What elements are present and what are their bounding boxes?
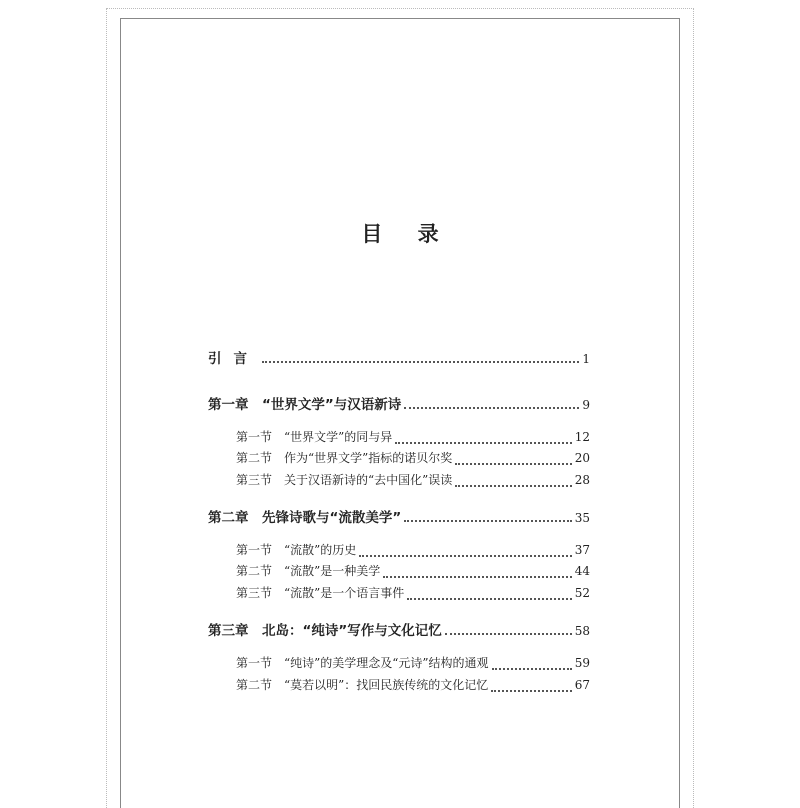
dot-leader <box>455 463 571 465</box>
dot-leader <box>262 361 579 363</box>
toc-entry-label: 第二节 作为“世界文学”指标的诺贝尔奖 <box>236 451 453 465</box>
toc-page-number: 9 <box>582 398 590 412</box>
toc-section-entry[interactable] <box>236 654 590 674</box>
dot-leader <box>445 633 572 635</box>
toc-entry-label: 第二节 “流散”是一种美学 <box>236 564 381 578</box>
toc-page-number: 58 <box>574 624 590 638</box>
toc-page-number: 67 <box>574 678 590 692</box>
dot-leader <box>491 690 571 692</box>
toc-section-entry[interactable] <box>236 541 590 561</box>
toc-section-entry[interactable] <box>236 562 590 582</box>
toc-page-number: 12 <box>574 430 590 444</box>
toc-page-number: 1 <box>582 352 590 366</box>
toc-entry-label: 第一节 “流散”的历史 <box>236 543 357 557</box>
dot-leader <box>395 442 571 444</box>
toc-entry-label: 引言 <box>208 351 259 367</box>
toc-entry-label: 第三节 “流散”是一个语言事件 <box>236 586 405 600</box>
toc-entry-label: 第三章 北岛：“纯诗”写作与文化记忆 <box>208 623 442 639</box>
toc-page-number: 20 <box>574 451 590 465</box>
toc-section-entry[interactable] <box>236 584 590 604</box>
toc-section-entry[interactable] <box>236 449 590 469</box>
toc-entry-label: 第二节 “莫若以明”：找回民族传统的文化记忆 <box>236 678 489 692</box>
toc-page-number: 52 <box>574 586 590 600</box>
toc-page-number: 44 <box>574 564 590 578</box>
dot-leader <box>407 598 571 600</box>
toc-entry-label: 第三节 关于汉语新诗的“去中国化”误读 <box>236 473 453 487</box>
toc-page-number: 37 <box>574 543 590 557</box>
toc-section-entry[interactable] <box>236 428 590 448</box>
toc-section-entry[interactable] <box>236 471 590 491</box>
toc-page-number: 35 <box>574 511 590 525</box>
dot-leader <box>404 407 579 409</box>
dot-leader <box>455 485 571 487</box>
dot-leader <box>383 576 571 578</box>
toc-entry-label: 第一章 “世界文学”与汉语新诗 <box>208 397 402 413</box>
toc-chapter-entry[interactable] <box>208 506 590 526</box>
toc-entry-label: 第二章 先锋诗歌与“流散美学” <box>208 510 402 526</box>
toc-chapter-entry[interactable] <box>208 347 590 367</box>
toc-entry-label: 第一节 “纯诗”的美学理念及“元诗”结构的通观 <box>236 656 489 670</box>
toc-page-number: 59 <box>574 656 590 670</box>
dot-leader <box>404 520 571 522</box>
toc-page-number: 28 <box>574 473 590 487</box>
toc-section-entry[interactable] <box>236 676 590 696</box>
toc-entry-label: 第一节 “世界文学”的同与异 <box>236 430 393 444</box>
dot-leader <box>359 555 571 557</box>
toc-chapter-entry[interactable] <box>208 393 590 413</box>
toc-title: 目 录 <box>361 222 453 246</box>
dot-leader <box>492 668 572 670</box>
toc-chapter-entry[interactable] <box>208 619 590 639</box>
